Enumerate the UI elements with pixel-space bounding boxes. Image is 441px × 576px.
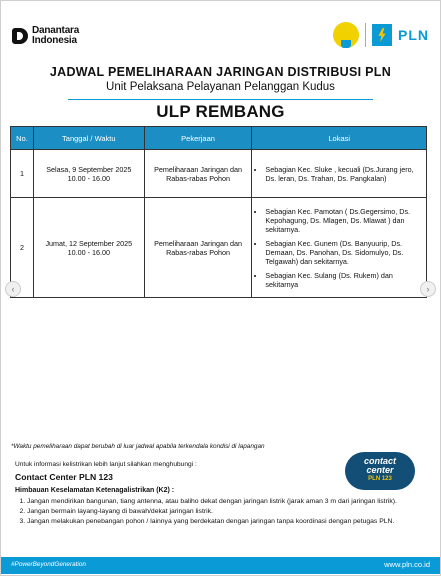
time-text: 10.00 - 16.00 (67, 173, 110, 183)
cell-work: Pemeliharaan Jaringan dan Rabas-rabas Pohon (144, 198, 252, 298)
unit-heading: ULP REMBANG (156, 102, 285, 121)
pln-lightning-icon (372, 24, 392, 46)
chevron-left-icon: ‹ (11, 284, 15, 294)
table-row (11, 150, 427, 198)
safety-item: 3. Jangan melakukan penebangan pohon / lainnya yang berdekatan dengan jaringan tanpa koordinasi dengan petugas PLN. (27, 517, 432, 526)
footer-hashtag: #PowerBeyondGeneration (11, 561, 86, 568)
header-location: Lokasi (252, 127, 427, 150)
location-item: • Sebagian Kec. Pamotan ( Ds.Gegersimo, Ds. Kepohagung, Ds. Mlagen, Ds. Mlawat ) dan sekitarnya. (265, 207, 423, 234)
schedule-note: *Waktu pemeliharaan dapat berubah di luar jadwal apabila terkendala kondisi di lapangan (11, 443, 265, 450)
header-date: Tanggal / Waktu (33, 127, 144, 150)
badge-line1: contact (363, 456, 396, 466)
badge-line2: center (366, 465, 394, 475)
safety-item: 2. Jangan bermain layang-layang di bawah/dekat jaringan listrik. (27, 507, 432, 516)
chevron-right-icon: › (426, 284, 430, 294)
location-item: • Sebagian Kec. Sulang (Ds. Rukem) dan sekitarnya (265, 271, 423, 289)
pln-logo-text: PLN (398, 27, 429, 43)
badge-line3: PLN 123 (368, 476, 392, 482)
cell-date (33, 198, 144, 298)
cell-no: 1 (11, 150, 34, 198)
footer-website: www.pln.co.id (384, 560, 430, 569)
safety-list (15, 497, 432, 527)
cell-location (252, 198, 427, 298)
date-text: Selasa, 9 September 2025 (46, 164, 132, 174)
header-no: No. (11, 127, 34, 150)
header-work: Pekerjaan (144, 127, 252, 150)
cell-date (33, 150, 144, 198)
cell-work: Pemeliharaan Jaringan dan Rabas-rabas Pohon (144, 150, 252, 198)
document-subtitle: Unit Pelaksana Pelayanan Pelanggan Kudus (106, 81, 335, 93)
logo-left-line1: Danantara (32, 25, 80, 36)
table-header-row (11, 127, 427, 150)
title-divider (68, 99, 373, 100)
pln-logo-group (333, 22, 429, 48)
logo-left-line2: Indonesia (32, 35, 77, 46)
carousel-next-button[interactable] (420, 281, 436, 297)
date-text: Jumat, 12 September 2025 (45, 238, 133, 248)
table-row (11, 198, 427, 298)
location-item: • Sebagian Kec. Sluke , kecuali (Ds.Jurang jero, Ds. leran, Ds. Trahan, Ds. Pangkalan) (265, 165, 423, 183)
danantara-mark-icon (12, 28, 28, 44)
danantara-logo (12, 26, 79, 46)
footer-bar (1, 557, 440, 574)
safety-title: Himbauan Keselamatan Ketenagalistrikan (K2) : (15, 487, 175, 494)
contact-center-text: Contact Center PLN 123 (15, 472, 113, 482)
info-text: Untuk informasi kelistrikan lebih lanjut silahkan menghubungi : (15, 461, 197, 468)
lightbulb-icon (333, 22, 359, 48)
cell-no: 2 (11, 198, 34, 298)
carousel-prev-button[interactable] (5, 281, 21, 297)
document-title: JADWAL PEMELIHARAAN JARINGAN DISTRIBUSI PLN (49, 65, 392, 79)
time-text: 10.00 - 16.00 (67, 247, 110, 257)
contact-center-badge (345, 452, 415, 490)
cell-location (252, 150, 427, 198)
safety-item: 1. Jangan mendirikan bangunan, tiang antenna, atau baliho dekat dengan jaringan listrik (jarak aman 3 m dari jaringan listrik). (27, 497, 432, 506)
schedule-table (10, 126, 427, 298)
logo-divider (365, 23, 366, 47)
location-item: • Sebagian Kec. Gunem (Ds. Banyuurip, Ds. Demaan, Ds. Panohan, Ds. Sidomulyo, Ds. Telgawah) dan sekitarnya. (265, 239, 423, 266)
